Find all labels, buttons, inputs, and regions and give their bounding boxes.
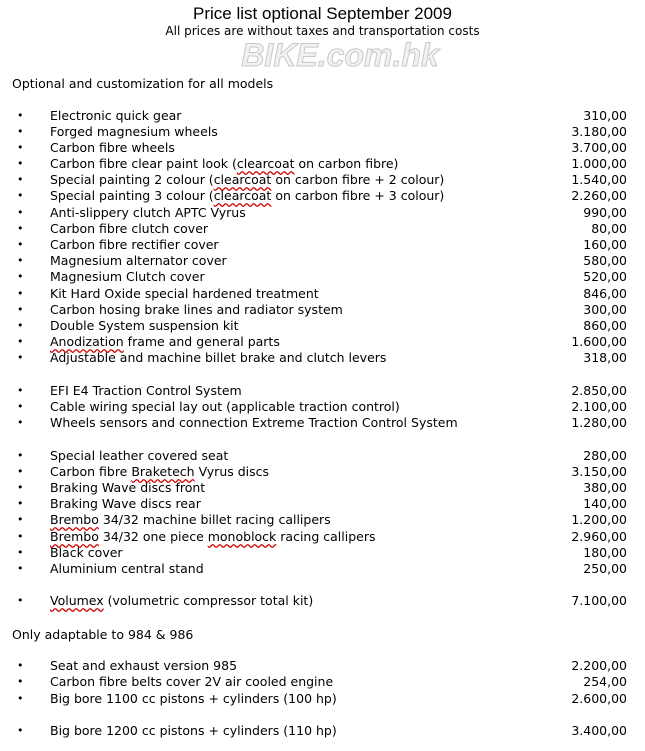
price-list-subtitle: All prices are without taxes and transportation costs	[165, 24, 480, 38]
price-row	[0, 334, 645, 350]
price-row	[0, 383, 645, 399]
price-row	[0, 156, 645, 172]
item-name: Forged magnesium wheels	[50, 124, 218, 139]
bullet-icon: •	[17, 238, 24, 251]
item-price: 1.600,00	[571, 334, 627, 349]
price-row	[0, 480, 645, 496]
bullet-icon: •	[17, 659, 24, 672]
item-name: Brembo 34/32 one piece monoblock racing callipers	[50, 529, 376, 544]
item-name: Cable wiring special lay out (applicable traction control)	[50, 399, 400, 414]
price-row	[0, 561, 645, 577]
bullet-icon: •	[17, 319, 24, 332]
item-name: Anodization frame and general parts	[50, 334, 280, 349]
item-name: Volumex (volumetric compressor total kit)	[50, 593, 314, 608]
bullet-icon: •	[17, 189, 24, 202]
bullet-icon: •	[17, 384, 24, 397]
item-price: 2.100,00	[571, 399, 627, 414]
item-price: 2.960,00	[571, 529, 627, 544]
bullet-icon: •	[17, 109, 24, 122]
price-row	[0, 464, 645, 480]
bullet-icon: •	[17, 254, 24, 267]
item-price: 1.000,00	[571, 156, 627, 171]
bullet-icon: •	[17, 530, 24, 543]
bullet-icon: •	[17, 481, 24, 494]
bullet-icon: •	[17, 449, 24, 462]
price-row	[0, 205, 645, 221]
item-name: Carbon fibre clear paint look (clearcoat on carbon fibre)	[50, 156, 399, 171]
item-price: 310,00	[583, 108, 627, 123]
item-price: 2.260,00	[571, 188, 627, 203]
price-row	[0, 448, 645, 464]
item-price: 7.100,00	[571, 593, 627, 608]
item-name: Braking Wave discs front	[50, 480, 206, 495]
item-price: 318,00	[583, 350, 627, 365]
item-name: Adjustable and machine billet brake and clutch levers	[50, 350, 387, 365]
price-row	[0, 350, 645, 366]
bullet-icon: •	[17, 206, 24, 219]
price-row	[0, 302, 645, 318]
price-row	[0, 415, 645, 431]
item-price: 140,00	[583, 496, 627, 511]
price-row	[0, 512, 645, 528]
item-name: Wheels sensors and connection Extreme Traction Control System	[50, 415, 458, 430]
price-row	[0, 108, 645, 124]
price-row	[0, 399, 645, 415]
price-row	[0, 529, 645, 545]
bullet-icon: •	[17, 125, 24, 138]
price-row	[0, 269, 645, 285]
bullet-icon: •	[17, 546, 24, 559]
price-row	[0, 188, 645, 204]
item-name: Kit Hard Oxide special hardened treatment	[50, 286, 319, 301]
item-name: Carbon fibre belts cover 2V air cooled engine	[50, 674, 334, 689]
item-price: 2.850,00	[571, 383, 627, 398]
price-row	[0, 723, 645, 739]
item-price: 2.600,00	[571, 691, 627, 706]
price-row	[0, 496, 645, 512]
item-price: 300,00	[583, 302, 627, 317]
item-name: Braking Wave discs rear	[50, 496, 201, 511]
bullet-icon: •	[17, 157, 24, 170]
bullet-icon: •	[17, 270, 24, 283]
bullet-icon: •	[17, 303, 24, 316]
item-price: 380,00	[583, 480, 627, 495]
bike-com-hk-watermark-logo	[205, 34, 475, 76]
price-row	[0, 318, 645, 334]
bullet-icon: •	[17, 222, 24, 235]
price-row	[0, 658, 645, 674]
price-row	[0, 253, 645, 269]
item-price: 3.180,00	[571, 124, 627, 139]
item-name: Magnesium alternator cover	[50, 253, 227, 268]
bullet-icon: •	[17, 513, 24, 526]
bullet-icon: •	[17, 287, 24, 300]
item-name: Big bore 1100 cc pistons + cylinders (100 hp)	[50, 691, 337, 706]
section-heading-all-models: Optional and customization for all models	[12, 76, 274, 91]
price-row	[0, 691, 645, 707]
bullet-icon: •	[17, 465, 24, 478]
item-name: Big bore 1200 cc pistons + cylinders (110 hp)	[50, 723, 337, 738]
bullet-icon: •	[17, 692, 24, 705]
price-row	[0, 674, 645, 690]
item-price: 3.700,00	[571, 140, 627, 155]
price-list-title: Price list optional September 2009	[193, 4, 452, 23]
watermark-text: BIKE.com.hk	[241, 37, 439, 73]
item-name: Special leather covered seat	[50, 448, 229, 463]
item-name: EFI E4 Traction Control System	[50, 383, 242, 398]
bullet-icon: •	[17, 724, 24, 737]
bullet-icon: •	[17, 594, 24, 607]
item-name: Aluminium central stand	[50, 561, 204, 576]
item-name: Seat and exhaust version 985	[50, 658, 238, 673]
item-price: 1.200,00	[571, 512, 627, 527]
bullet-icon: •	[17, 173, 24, 186]
bullet-icon: •	[17, 400, 24, 413]
price-row	[0, 221, 645, 237]
item-name: Electronic quick gear	[50, 108, 182, 123]
item-price: 160,00	[583, 237, 627, 252]
item-name: Magnesium Clutch cover	[50, 269, 205, 284]
bullet-icon: •	[17, 562, 24, 575]
item-price: 280,00	[583, 448, 627, 463]
item-price: 520,00	[583, 269, 627, 284]
bullet-icon: •	[17, 141, 24, 154]
price-row	[0, 286, 645, 302]
price-row	[0, 237, 645, 253]
item-price: 180,00	[583, 545, 627, 560]
bullet-icon: •	[17, 675, 24, 688]
bullet-icon: •	[17, 416, 24, 429]
item-name: Special painting 2 colour (clearcoat on carbon fibre + 2 colour)	[50, 172, 445, 187]
item-price: 846,00	[583, 286, 627, 301]
item-price: 250,00	[583, 561, 627, 576]
item-price: 1.280,00	[571, 415, 627, 430]
item-price: 80,00	[591, 221, 627, 236]
item-name: Carbon fibre Braketech Vyrus discs	[50, 464, 270, 479]
bullet-icon: •	[17, 351, 24, 364]
item-price: 2.200,00	[571, 658, 627, 673]
price-row	[0, 593, 645, 609]
bullet-icon: •	[17, 335, 24, 348]
item-price: 254,00	[583, 674, 627, 689]
section-heading-984-986: Only adaptable to 984 & 986	[12, 627, 194, 642]
item-name: Black cover	[50, 545, 123, 560]
item-name: Carbon hosing brake lines and radiator system	[50, 302, 343, 317]
price-row	[0, 140, 645, 156]
item-name: Brembo 34/32 machine billet racing callipers	[50, 512, 331, 527]
item-price: 990,00	[583, 205, 627, 220]
item-price: 860,00	[583, 318, 627, 333]
item-name: Special painting 3 colour (clearcoat on carbon fibre + 3 colour)	[50, 188, 445, 203]
item-name: Carbon fibre clutch cover	[50, 221, 209, 236]
price-row	[0, 172, 645, 188]
item-price: 3.150,00	[571, 464, 627, 479]
item-name: Anti-slippery clutch APTC Vyrus	[50, 205, 246, 220]
item-price: 3.400,00	[571, 723, 627, 738]
item-price: 1.540,00	[571, 172, 627, 187]
price-row	[0, 124, 645, 140]
bullet-icon: •	[17, 497, 24, 510]
item-name: Double System suspension kit	[50, 318, 239, 333]
item-name: Carbon fibre wheels	[50, 140, 175, 155]
item-name: Carbon fibre rectifier cover	[50, 237, 219, 252]
price-row	[0, 545, 645, 561]
item-price: 580,00	[583, 253, 627, 268]
